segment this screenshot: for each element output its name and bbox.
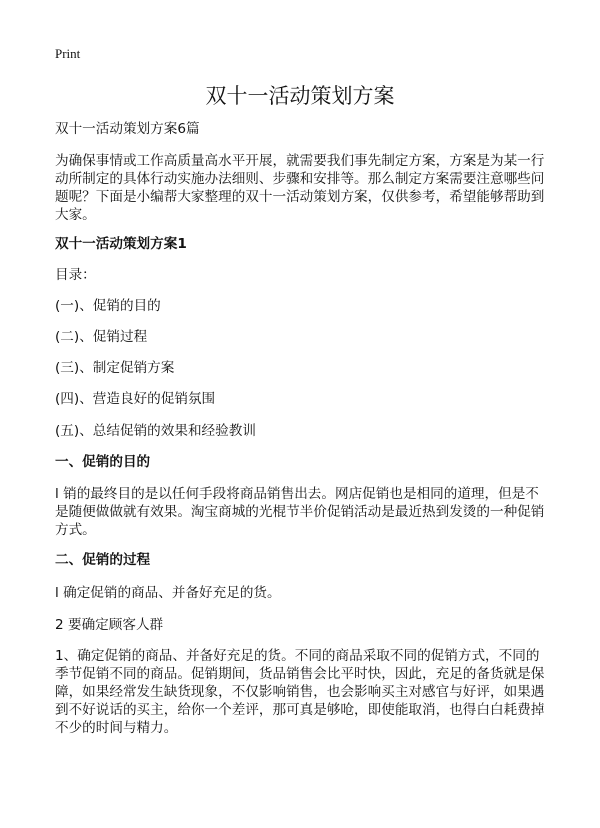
toc-item: (五)、总结促销的效果和经验教训 (55, 423, 256, 439)
text-line: 季节促销不同的商品。促销期间，货品销售会比平时快，因此，充足的备货就是保 (55, 666, 545, 682)
heading-purpose: 一、促销的目的 (55, 454, 151, 470)
text-line: 不少的时间与精力。 (55, 720, 178, 736)
text-line: 为确保事情或工作高质量高水平开展，就需要我们事先制定方案，方案是为某一行 (55, 153, 545, 169)
intro-paragraph (55, 152, 544, 224)
text-line: 是随便做做就有效果。淘宝商城的光棍节半价促销活动是最近热到发烫的一种促销 (55, 504, 545, 520)
print-link[interactable]: Print (55, 46, 81, 61)
page-title: 双十一活动策划方案 (205, 84, 395, 108)
process-item: l 确定促销的商品、并备好充足的货。 (55, 585, 281, 601)
toc-item: (四)、营造良好的促销氛围 (55, 391, 216, 407)
toc-item: (二)、促销过程 (55, 329, 148, 345)
toc-label: 目录： (55, 267, 96, 283)
toc-item: (三)、制定促销方案 (55, 360, 175, 376)
section-heading: 双十一活动策划方案1 (55, 236, 187, 252)
process-item: 2 要确定顾客人群 (55, 617, 164, 633)
subtitle: 双十一活动策划方案6篇 (55, 121, 200, 137)
toc-item: (一)、促销的目的 (55, 298, 161, 314)
heading-process: 二、促销的过程 (55, 552, 151, 568)
text-line: 方式。 (55, 522, 96, 538)
purpose-paragraph (55, 485, 544, 539)
text-line: 大家。 (55, 207, 96, 223)
text-line: 障，如果经常发生缺货现象，不仅影响销售，也会影响买主对感官与好评，如果遇 (55, 684, 545, 700)
text-line: l 销的最终目的是以任何手段将商品销售出去。网店促销也是相同的道理，但是不 (55, 486, 539, 502)
process-paragraph (55, 647, 544, 737)
text-line: 动所制定的具体行动实施办法细则、步骤和安排等。那么制定方案需要注意哪些问 (55, 171, 545, 187)
text-line: 1、确定促销的商品、并备好充足的货。不同的商品采取不同的促销方式，不同的 (55, 648, 540, 664)
text-line: 到不好说话的买主，给你一个差评，那可真是够呛，即使能取消，也得白白耗费掉 (55, 702, 545, 718)
text-line: 题呢？下面是小编帮大家整理的双十一活动策划方案，仅供参考，希望能够帮助到 (55, 189, 545, 205)
